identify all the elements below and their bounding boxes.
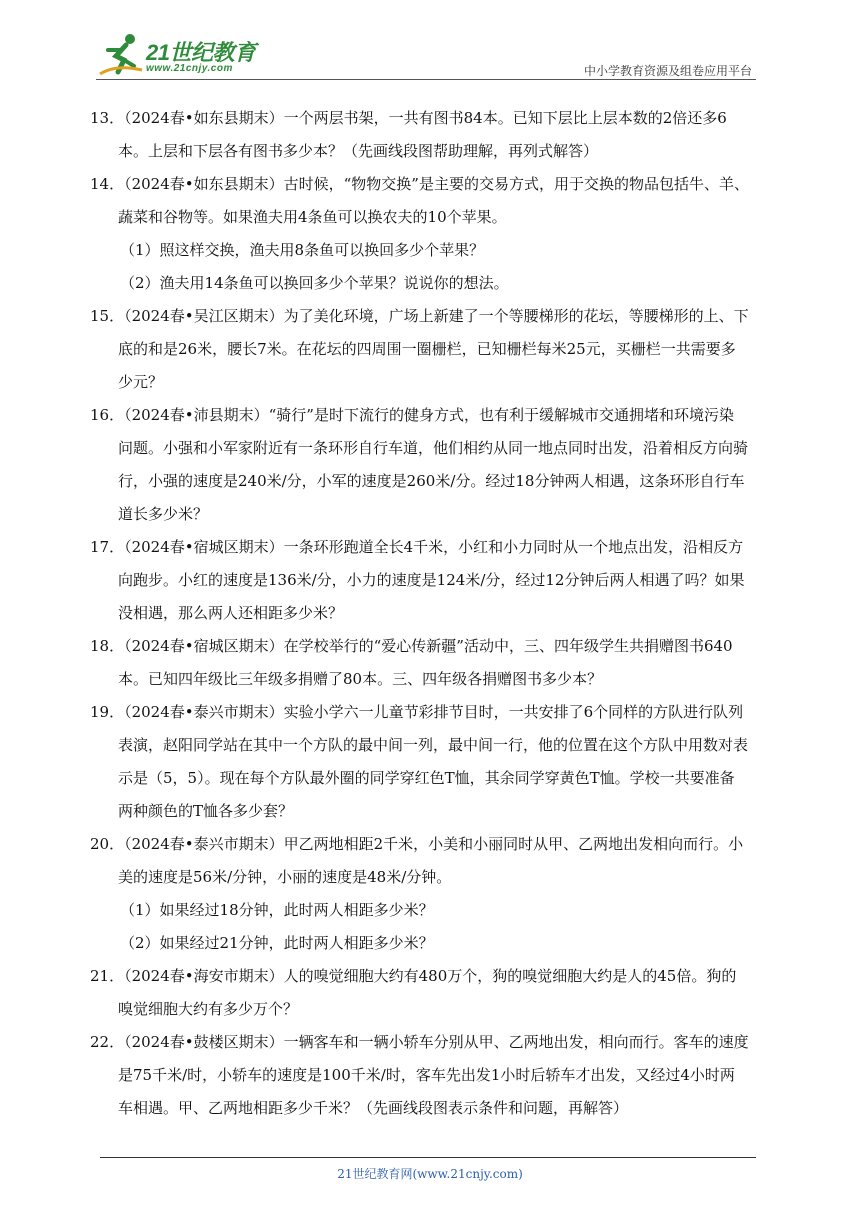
question-text: 15．（2024春•吴江区期末）为了美化环境，广场上新建了一个等腰梯形的花坛，等腰梯形的上、下 — [90, 307, 749, 325]
question-text-cont: 蔬菜和谷物等。如果渔夫用4条鱼可以换农夫的10个苹果。 — [118, 208, 507, 226]
question-item — [90, 399, 765, 531]
question-item — [90, 960, 765, 1026]
question-text: 18．（2024春•宿城区期末）在学校举行的“爱心传新疆”活动中，三、四年级学生共捐赠图书640 — [90, 637, 733, 655]
question-text-cont: 表演，赵阳同学站在其中一个方队的最中间一列，最中间一行，他的位置在这个方队中用数对表 — [118, 736, 749, 754]
question-text-cont: 本。已知四年级比三年级多捐赠了80本。三、四年级各捐赠图书多少本？ — [118, 670, 603, 688]
logo-brand-text: 21世纪教育 — [146, 40, 256, 65]
question-text: 13．（2024春•如东县期末）一个两层书架，一共有图书84本。已知下层比上层本数的2倍还多6 — [90, 109, 727, 127]
logo-url-text: www.21cnjy.com — [146, 63, 233, 74]
question-item — [90, 828, 765, 960]
question-text: 19．（2024春•泰兴市期末）实验小学六一儿童节彩排节目时，一共安排了6个同样的方队进行队列 — [90, 703, 744, 721]
sub-question: （2）如果经过21分钟，此时两人相距多少米？ — [120, 934, 434, 952]
question-text-cont: 是75千米/时，小轿车的速度是100千米/时，客车先出发1小时后轿车才出发，又经过4小时两 — [118, 1066, 735, 1084]
question-text-cont: 两种颜色的T恤各多少套？ — [118, 802, 294, 820]
footer-divider — [100, 1157, 756, 1158]
question-list — [90, 102, 765, 1125]
question-item — [90, 696, 765, 828]
question-text-cont: 行，小强的速度是240米/分，小军的速度是260米/分。经过18分钟两人相遇，这条环形自行车 — [118, 472, 745, 490]
question-item — [90, 1026, 765, 1125]
question-item — [90, 630, 765, 696]
site-tagline: 中小学教育资源及组卷应用平台 — [583, 64, 752, 78]
question-text-cont: 美的速度是56米/分钟，小丽的速度是48米/分钟。 — [118, 868, 452, 886]
question-text: 21．（2024春•海安市期末）人的嗅觉细胞大约有480万个，狗的嗅觉细胞大约是人的45倍。狗的 — [90, 967, 737, 985]
sub-question: （1）如果经过18分钟，此时两人相距多少米？ — [120, 901, 434, 919]
question-text-cont: 道长多少米？ — [118, 505, 209, 523]
question-text: 20．（2024春•泰兴市期末）甲乙两地相距2千米，小美和小丽同时从甲、乙两地出发相向而行。小 — [90, 835, 744, 853]
header-divider — [96, 79, 756, 80]
footer-link[interactable]: 21世纪教育网(www.21cnjy.com) — [337, 1167, 523, 1181]
question-text-cont: 嗅觉细胞大约有多少万个？ — [118, 1000, 299, 1018]
question-text: 14．（2024春•如东县期末）古时候，“物物交换”是主要的交易方式，用于交换的物品包括牛、羊、 — [90, 175, 749, 193]
question-text-cont: 没相遇，那么两人还相距多少米？ — [118, 604, 344, 622]
question-text-cont: 示是（5，5）。现在每个方队最外圈的同学穿红色T恤，其余同学穿黄色T恤。学校一共要准备 — [118, 769, 735, 787]
question-item — [90, 168, 765, 300]
question-text-cont: 问题。小强和小军家附近有一条环形自行车道，他们相约从同一地点同时出发，沿着相反方向骑 — [118, 439, 749, 457]
site-logo[interactable] — [96, 30, 256, 80]
question-text-cont: 车相遇。甲、乙两地相距多少千米？（先画线段图表示条件和问题，再解答） — [118, 1099, 629, 1117]
question-item — [90, 531, 765, 630]
question-text: 17．（2024春•宿城区期末）一条环形跑道全长4千米，小红和小力同时从一个地点出发，沿相反方 — [90, 538, 744, 556]
sub-question: （2）渔夫用14条鱼可以换回多少个苹果？说说你的想法。 — [120, 274, 509, 292]
question-text-cont: 向跑步。小红的速度是136米/分，小力的速度是124米/分，经过12分钟后两人相遇了吗？如果 — [118, 571, 745, 589]
question-text: 16．（2024春•沛县期末）“骑行”是时下流行的健身方式，也有利于缓解城市交通拥堵和环境污染 — [90, 406, 734, 424]
question-text-cont: 本。上层和下层各有图书多少本？（先画线段图帮助理解，再列式解答） — [118, 142, 599, 160]
runner-logo-icon — [96, 30, 146, 80]
question-item — [90, 300, 765, 399]
question-item — [90, 102, 765, 168]
sub-question: （1）照这样交换，渔夫用8条鱼可以换回多少个苹果？ — [120, 241, 485, 259]
question-text-cont: 少元？ — [118, 373, 164, 391]
question-text-cont: 底的和是26米，腰长7米。在花坛的四周围一圈栅栏，已知栅栏每米25元，买栅栏一共需要多 — [118, 340, 736, 358]
page-header — [96, 30, 756, 80]
question-text: 22．（2024春•鼓楼区期末）一辆客车和一辆小轿车分别从甲、乙两地出发，相向而行。客车的速度 — [90, 1033, 749, 1051]
